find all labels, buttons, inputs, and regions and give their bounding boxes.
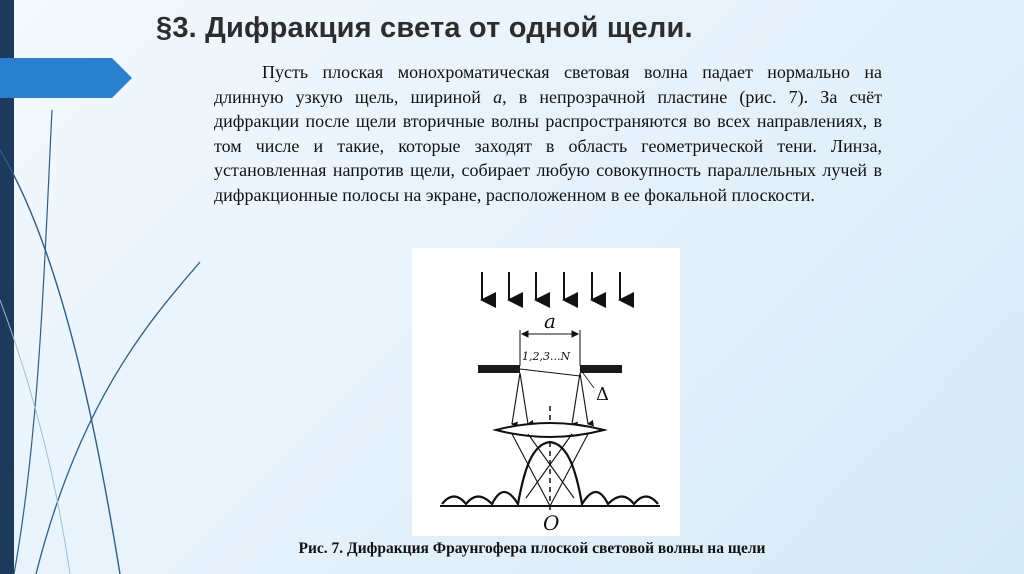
path-difference-line bbox=[520, 369, 580, 376]
body-paragraph bbox=[214, 60, 882, 208]
paragraph-part-2: , в непрозрачной пластине (рис. 7). За счёт дифракции после щели вторичные волны распространяются во всех направлениях, в том числе и такие, которые заходят в область геометрической тени. Линза, установленная напротив щели, собирает любую совокупность параллельных лучей в дифракционные полосы на экране, расположенном в ее фокальной плоскости. bbox=[214, 86, 882, 205]
opaque-plate-left bbox=[478, 365, 520, 373]
center-point-label: O bbox=[543, 511, 560, 535]
section-arrow-tab bbox=[0, 58, 132, 98]
figure-caption: Рис. 7. Дифракция Фраунгофера плоской световой волны на щели bbox=[298, 540, 766, 557]
opaque-plate-right bbox=[580, 365, 622, 373]
slide-title: §3. Дифракция света от одной щели. bbox=[156, 12, 693, 44]
incident-wave-arrows bbox=[482, 272, 620, 300]
path-difference-label: Δ bbox=[596, 384, 609, 405]
slit-width-variable: a bbox=[493, 86, 503, 107]
diffraction-figure bbox=[412, 248, 680, 536]
zone-numbers-label: 1,2,3...N bbox=[522, 350, 571, 363]
paragraph-part-1: Пусть плоская монохроматическая световая волна падает нормально на длинную узкую щель, шириной bbox=[214, 62, 882, 107]
slit-width-label: a bbox=[544, 309, 556, 333]
